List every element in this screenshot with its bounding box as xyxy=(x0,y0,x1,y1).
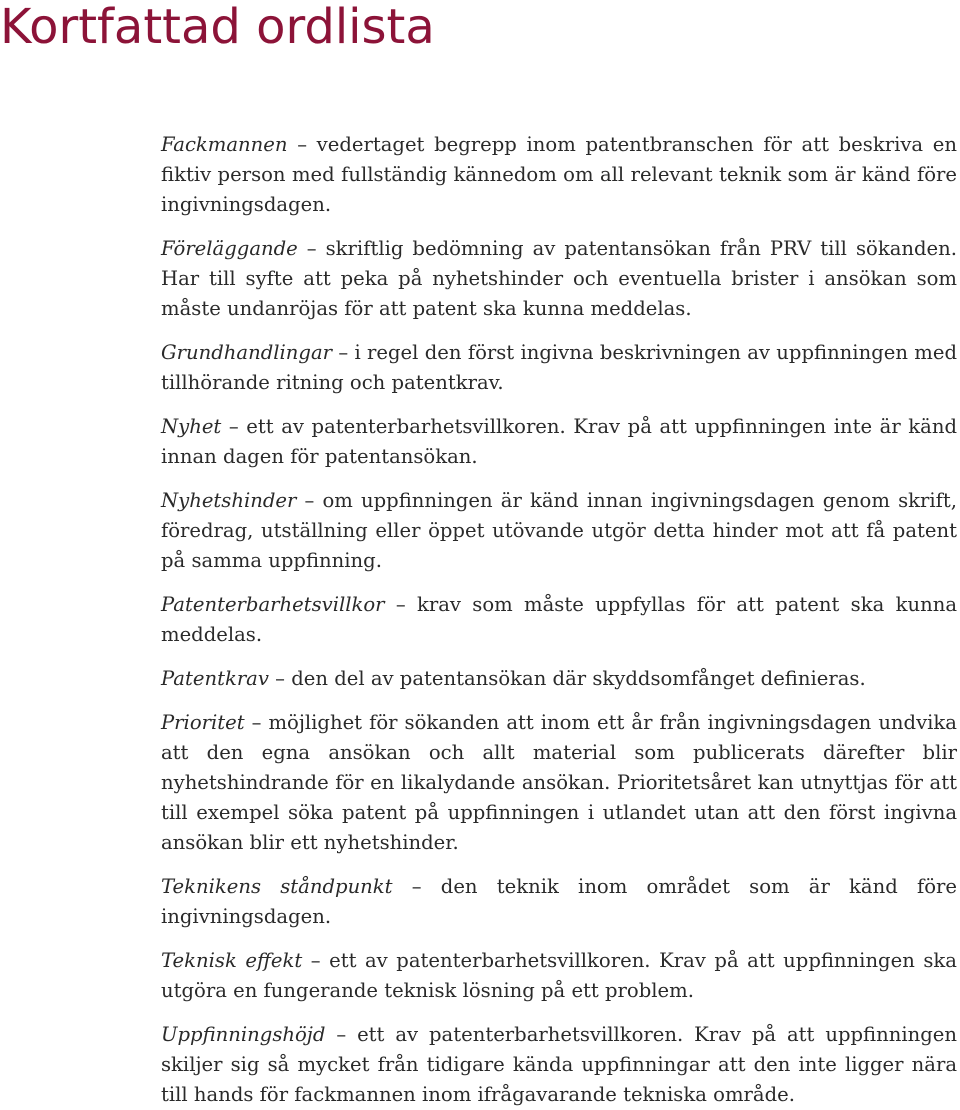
glossary-term: Grundhandlingar xyxy=(161,341,333,364)
glossary-term: Nyhet xyxy=(161,415,222,438)
glossary-entry-teknikens-standpunkt xyxy=(161,872,957,932)
glossary-entry-fackmannen xyxy=(161,130,957,220)
glossary-definition: – den del av patentansökan där skyddsomfånget definieras. xyxy=(268,667,866,690)
glossary-term: Prioritet xyxy=(161,711,245,734)
glossary-term: Teknikens ståndpunkt xyxy=(161,875,393,898)
glossary-term: Fackmannen xyxy=(161,133,288,156)
glossary-definition: – skriftlig bedömning av patentansökan från PRV till sökanden. Har till syfte att peka på nyhetshinder och eventuella brister i ansökan som måste undanröjas för att patent ska kunna meddelas. xyxy=(161,237,957,320)
glossary-term: Patentkrav xyxy=(161,667,269,690)
glossary-entry-grundhandlingar xyxy=(161,338,957,398)
glossary-term: Patenterbarhetsvillkor xyxy=(161,593,385,616)
glossary-term: Nyhetshinder xyxy=(161,489,297,512)
glossary-term: Teknisk effekt xyxy=(161,949,303,972)
page-title: Kortfattad ordlista xyxy=(0,0,435,55)
glossary-definition: – vedertaget begrepp inom patentbranschen för att beskriva en fiktiv person med fullständig kännedom om all relevant teknik som är känd före ingivningsdagen. xyxy=(161,133,957,216)
glossary-definition: – ett av patenterbarhetsvillkoren. Krav på att uppfinningen ska utgöra en fungerande teknisk lösning på ett problem. xyxy=(161,949,957,1002)
glossary-entry-uppfinningshojd xyxy=(161,1020,957,1110)
glossary-definition: – krav som måste uppfyllas för att patent ska kunna meddelas. xyxy=(161,593,957,646)
glossary-entry-nyhet xyxy=(161,412,957,472)
glossary-definition: – om uppfinningen är känd innan ingivningsdagen genom skrift, föredrag, utställning eller öppet utövande utgör detta hinder mot att få patent på samma uppfinning. xyxy=(161,489,957,572)
glossary-entry-patentkrav xyxy=(161,664,957,694)
glossary-entry-prioritet xyxy=(161,708,957,858)
glossary-term: Föreläggande xyxy=(161,237,298,260)
glossary-definition: – ett av patenterbarhetsvillkoren. Krav på att uppfinningen inte är känd innan dagen för patentansökan. xyxy=(161,415,957,468)
glossary-entry-patenterbarhetsvillkor xyxy=(161,590,957,650)
glossary-term: Uppfinningshöjd xyxy=(161,1023,326,1046)
glossary-definition: – den teknik inom området som är känd före ingivningsdagen. xyxy=(161,875,957,928)
glossary-definition: – i regel den först ingivna beskrivningen av uppfinningen med tillhörande ritning och patentkrav. xyxy=(161,341,957,394)
glossary-definition: – möjlighet för sökanden att inom ett år från ingivningsdagen undvika att den egna ansökan och allt material som publicerats därefter blir nyhetshindrande för en likalydande ansökan. Prioritetsåret kan utnyttjas för att till exempel söka patent på uppfinningen i utlandet utan att den först ingivna ansökan blir ett nyhetshinder. xyxy=(161,711,957,854)
glossary-entry-forelaggande xyxy=(161,234,957,324)
glossary-entry-nyhetshinder xyxy=(161,486,957,576)
glossary-entry-teknisk-effekt xyxy=(161,946,957,1006)
glossary-definition: – ett av patenterbarhetsvillkoren. Krav på att uppfinningen skiljer sig så mycket från tidigare kända uppfinningar att den inte ligger nära till hands för fackmannen inom ifrågavarande tekniska område. xyxy=(161,1023,957,1106)
